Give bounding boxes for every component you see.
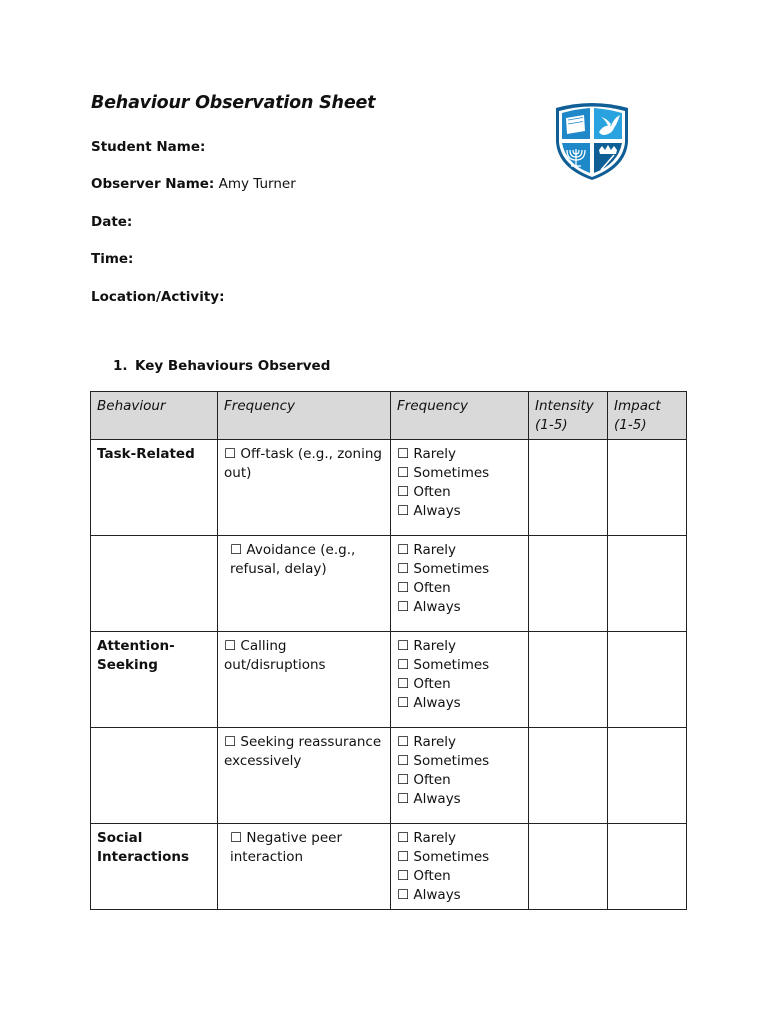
category-cell: Task-Related xyxy=(91,440,218,536)
option-sometimes[interactable]: ☐ Sometimes xyxy=(397,753,490,769)
option-sometimes[interactable]: ☐ Sometimes xyxy=(397,561,490,577)
document-title: Behaviour Observation Sheet xyxy=(91,93,376,113)
behaviour-checkbox[interactable]: ☐ Calling out/disruptions xyxy=(218,632,391,728)
option-rarely[interactable]: ☐ Rarely xyxy=(397,542,457,558)
option-sometimes[interactable]: ☐ Sometimes xyxy=(397,465,490,481)
behaviour-label: ☐ Negative peer interaction xyxy=(230,830,343,865)
frequency-options xyxy=(391,632,529,728)
impact-cell[interactable] xyxy=(608,728,687,824)
behaviour-label: ☐ Avoidance (e.g., refusal, delay) xyxy=(230,542,356,577)
frequency-options xyxy=(391,440,529,536)
column-header-frequency: Frequency xyxy=(218,392,391,440)
option-rarely[interactable]: ☐ Rarely xyxy=(397,446,457,462)
frequency-options xyxy=(391,824,529,910)
intensity-cell[interactable] xyxy=(529,440,608,536)
behaviour-checkbox[interactable]: ☐ Off-task (e.g., zoning out) xyxy=(218,440,391,536)
intensity-cell[interactable] xyxy=(529,824,608,910)
option-often[interactable]: ☐ Often xyxy=(397,772,451,788)
option-often[interactable]: ☐ Often xyxy=(397,484,451,500)
column-header-behaviour: Behaviour xyxy=(91,392,218,440)
intensity-cell[interactable] xyxy=(529,632,608,728)
option-always[interactable]: ☐ Always xyxy=(397,599,461,615)
table-row xyxy=(91,440,687,536)
intensity-cell[interactable] xyxy=(529,728,608,824)
table-row xyxy=(91,824,687,910)
option-always[interactable]: ☐ Always xyxy=(397,887,461,903)
section-number: 1. xyxy=(113,358,128,374)
category-cell xyxy=(91,728,218,824)
behaviour-table xyxy=(90,391,687,910)
field-observer-name xyxy=(91,176,296,192)
field-label: Student Name: xyxy=(91,139,206,155)
column-header-intensity: Intensity (1-5) xyxy=(529,392,608,440)
school-crest-icon xyxy=(554,102,630,182)
table-row xyxy=(91,632,687,728)
option-always[interactable]: ☐ Always xyxy=(397,791,461,807)
table-header-row xyxy=(91,392,687,440)
option-always[interactable]: ☐ Always xyxy=(397,695,461,711)
field-location-activity xyxy=(91,289,225,305)
category-cell: Social Interactions xyxy=(91,824,218,910)
field-label: Location/Activity: xyxy=(91,289,225,305)
intensity-cell[interactable] xyxy=(529,536,608,632)
behaviour-checkbox[interactable]: ☐ Seeking reassurance excessively xyxy=(218,728,391,824)
column-header-frequency: Frequency xyxy=(391,392,529,440)
section-heading xyxy=(113,358,330,374)
field-date xyxy=(91,214,132,230)
option-sometimes[interactable]: ☐ Sometimes xyxy=(397,657,490,673)
category-cell: Attention-Seeking xyxy=(91,632,218,728)
frequency-options xyxy=(391,728,529,824)
behaviour-checkbox[interactable] xyxy=(218,824,391,910)
option-always[interactable]: ☐ Always xyxy=(397,503,461,519)
option-often[interactable]: ☐ Often xyxy=(397,868,451,884)
option-often[interactable]: ☐ Often xyxy=(397,676,451,692)
option-rarely[interactable]: ☐ Rarely xyxy=(397,638,457,654)
field-value[interactable]: Amy Turner xyxy=(218,176,296,192)
table-row xyxy=(91,536,687,632)
field-label: Observer Name: xyxy=(91,176,215,192)
option-rarely[interactable]: ☐ Rarely xyxy=(397,734,457,750)
impact-cell[interactable] xyxy=(608,440,687,536)
column-header-impact: Impact (1-5) xyxy=(608,392,687,440)
impact-cell[interactable] xyxy=(608,536,687,632)
impact-cell[interactable] xyxy=(608,632,687,728)
frequency-options xyxy=(391,536,529,632)
field-label: Date: xyxy=(91,214,133,230)
field-time xyxy=(91,251,133,267)
option-sometimes[interactable]: ☐ Sometimes xyxy=(397,849,490,865)
category-cell xyxy=(91,536,218,632)
impact-cell[interactable] xyxy=(608,824,687,910)
option-rarely[interactable]: ☐ Rarely xyxy=(397,830,457,846)
section-heading-text: Key Behaviours Observed xyxy=(135,358,331,374)
field-student-name xyxy=(91,139,205,155)
field-label: Time: xyxy=(91,251,134,267)
behaviour-checkbox[interactable] xyxy=(218,536,391,632)
table-row xyxy=(91,728,687,824)
option-often[interactable]: ☐ Often xyxy=(397,580,451,596)
